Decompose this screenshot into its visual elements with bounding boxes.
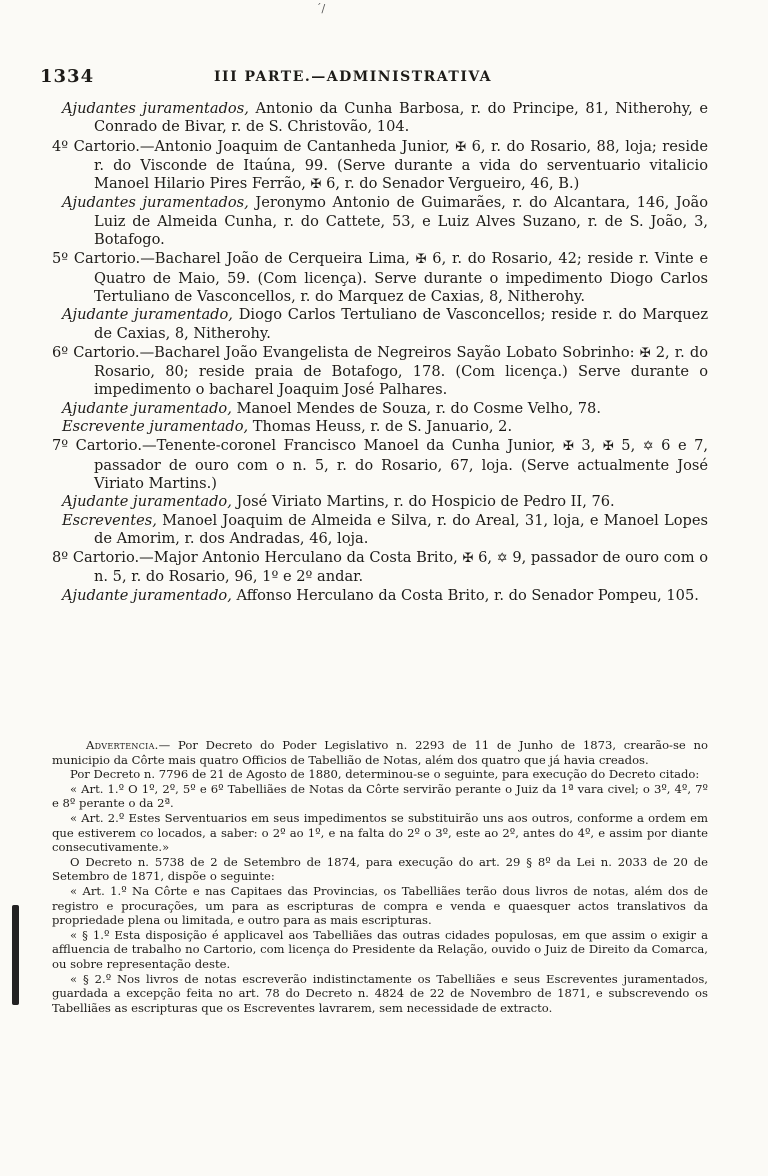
entry-ajudante-5 [52,306,708,343]
entry-text: 9, passador de ouro com o n. 5, r. do Rosario, 96, 1º e 2º andar. [94,549,709,586]
entry-text: —Major Antonio Herculano da Costa Brito, [139,549,458,567]
note-paragraph: « Art. 1.º Na Côrte e nas Capitaes das Provincias, os Tabelliães terão dous livros de notas, além dos de registro e procurações, um para as escripturas de compra e venda e quaesquer actos translativos da propriedade plena ou limitada, e outro para as mais escripturas. [52,883,708,928]
entry-text: 2, r. do Rosario, 80; reside praia de Botafogo, 178. (Com licença.) Serve durante o impedimento o bacharel Joaquim José Palhares. [94,343,709,399]
entry-text: 6, [478,549,492,567]
order-cross-icon: ✠ [310,177,322,193]
entry-cartorio-5 [52,250,708,306]
entry-label: 7º Cartorio. [52,437,142,455]
entry-label: Escrevente juramentado, [62,418,249,436]
entry-cartorio-4 [52,138,708,195]
entry-ajudante-8 [52,587,708,605]
order-star-icon: ✡ [496,551,508,567]
entry-label: Ajudante juramentado, [62,586,232,604]
entry-text: Affonso Herculano da Costa Brito, r. do Senador Pompeu, 105. [236,586,699,604]
entry-cartorio-6 [52,344,708,400]
note-paragraph: Por Decreto n. 7796 de 21 de Agosto de 1880, determinou-se o seguinte, para execução do Decreto citado: [70,767,700,782]
entry-escreventes-7 [52,512,708,549]
binding-edge-mark [12,905,19,1005]
entry-label: Escreventes, [62,511,157,529]
order-cross-icon: ✠ [455,139,467,155]
entry-escrevente-6 [52,418,708,436]
entry-text: Jeronymo Antonio de Guimarães, r. do Alcantara, 146, João Luiz de Almeida Cunha, r. do Cattete, 53, e Luiz Alves Suzano, r. de S. João, 3, Botafogo. [94,194,708,249]
entry-ajudantes-3 [52,100,708,137]
note-paragraph: O Decreto n. 5738 de 2 de Setembro de 1874, para execução do art. 29 § 8º da Lei n. 2033 de 20 de Setembro de 1871, dispõe o seguinte: [52,854,708,884]
note-label: Advertencia. [86,738,159,752]
entry-text: Manoel Joaquim de Almeida e Silva, r. do Areal, 31, loja, e Manoel Lopes de Amorim, r. dos Andradas, 46, loja. [94,511,708,547]
note-paragraph [52,738,708,767]
entry-label: Ajudantes juramentados, [62,194,249,212]
entry-text: 6 e 7, passador de ouro com o n. 5, r. do Rosario, 67, loja. (Serve actualmente José Viriato Martins.) [94,437,709,492]
entry-cartorio-7 [52,437,708,493]
entry-cartorio-8 [52,549,708,587]
entry-label: 5º Cartorio. [52,250,141,268]
note-paragraph: « Art. 2.º Estes Serventuarios em seus impedimentos se substituirão uns aos outros, conforme a ordem em que estiverem co locados, a saber: o 2º ao 1º, e na falta do 2º o 3º, este ao 2º, antes do 4º, e assim por diante consecutivamente.» [52,810,708,855]
ink-mark: ´/ [316,2,326,15]
order-cross-icon: ✠ [639,345,651,361]
entry-text: 6, r. do Senador Vergueiro, 46, B.) [326,175,580,193]
entry-label: Ajudante juramentado, [62,399,232,417]
page-header [40,66,740,88]
advertencia-note [52,738,708,1015]
entry-text: 6, r. do Rosario, 88, loja; reside r. do Visconde de Itaúna, 99. (Serve durante a vida do serventuario vitalicio Manoel Hilario Pires Ferrão, [94,137,709,193]
entry-text: Diogo Carlos Tertuliano de Vasconcellos; reside r. do Marquez de Caxias, 8, Nitherohy. [94,306,709,342]
entry-label: Ajudante juramentado, [62,493,232,511]
note-paragraph: « § 2.º Nos livros de notas escreverão indistinctamente os Tabelliães e seus Escreventes juramentados, guardada a excepção feita no art. 78 do Decreto n. 4824 de 22 de Novembro de 1871, e subscrevendo os Tabelliães as escripturas que os Escreventes lavrarem, sem necessidade de extracto. [52,971,708,1015]
entry-ajudantes-4 [52,194,708,249]
entry-text: —Bacharel João Evangelista de Negreiros Sayão Lobato Sobrinho: [139,343,635,361]
note-text: — Por Decreto do Poder Legislativo n. 2293 de 11 de Junho de 1873, crearão-se no municipio da Côrte mais quatro Officios de Tabellião de Notas, além dos quatro que já havia creados. [52,738,708,767]
entry-label: 8º Cartorio. [52,549,140,567]
entry-text: 6, r. do Rosario, 42; reside r. Vinte e Quatro de Maio, 59. (Com licença). Serve durante o impedimento Diogo Carlos Tertuliano de Vasconcellos, r. do Marquez de Caxias, 8, Nitherohy. [94,250,709,305]
entry-text: 3, [581,437,596,455]
order-cross-icon: ✠ [462,551,474,567]
entry-ajudante-7 [52,493,708,511]
entry-text: Antonio da Cunha Barbosa, r. do Principe, 81, Nitherohy, e Conrado de Bivar, r. de S. Christovão, 104. [94,100,708,136]
note-paragraph: « § 1.º Esta disposição é applicavel aos Tabelliães das outras cidades populosas, em que assim o exigir a affluencia de trabalho no Cartorio, com licença do Presidente da Relação, ouvido o Juiz de Direito da Comarca, ou sobre representação deste. [52,927,708,971]
entry-text: José Viriato Martins, r. do Hospicio de Pedro II, 76. [236,493,615,511]
entry-text: Manoel Mendes de Souza, r. do Cosme Velho, 78. [236,399,601,417]
order-cross-icon: ✠ [602,439,614,455]
order-star-icon: ✡ [642,439,654,455]
entry-text: —Bacharel João de Cerqueira Lima, [140,250,410,268]
order-cross-icon: ✠ [563,439,574,455]
running-head: III PARTE.—ADMINISTRATIVA [214,69,493,85]
main-text [52,100,708,605]
order-cross-icon: ✠ [415,252,427,268]
entry-label: 6º Cartorio. [52,343,140,361]
entry-ajudante-6 [52,400,708,418]
entry-label: Ajudantes juramentados, [62,100,249,117]
entry-text: Thomas Heuss, r. de S. Januario, 2. [252,418,513,436]
page-number: 1334 [40,66,95,87]
entry-text: —Tenente-coronel Francisco Manoel da Cunha Junior, [141,437,556,455]
entry-text: —Antonio Joaquim de Cantanheda Junior, [139,137,450,155]
note-paragraph: « Art. 1.º O 1º, 2º, 5º e 6º Tabelliães de Notas da Côrte servirão perante o Juiz da 1ª vara civel; o 3º, 4º, 7º e 8º perante o da 2ª. [52,781,708,811]
entry-text: 5, [621,437,636,455]
entry-label: 4º Cartorio. [52,137,140,155]
entry-label: Ajudante juramentado, [62,306,233,324]
